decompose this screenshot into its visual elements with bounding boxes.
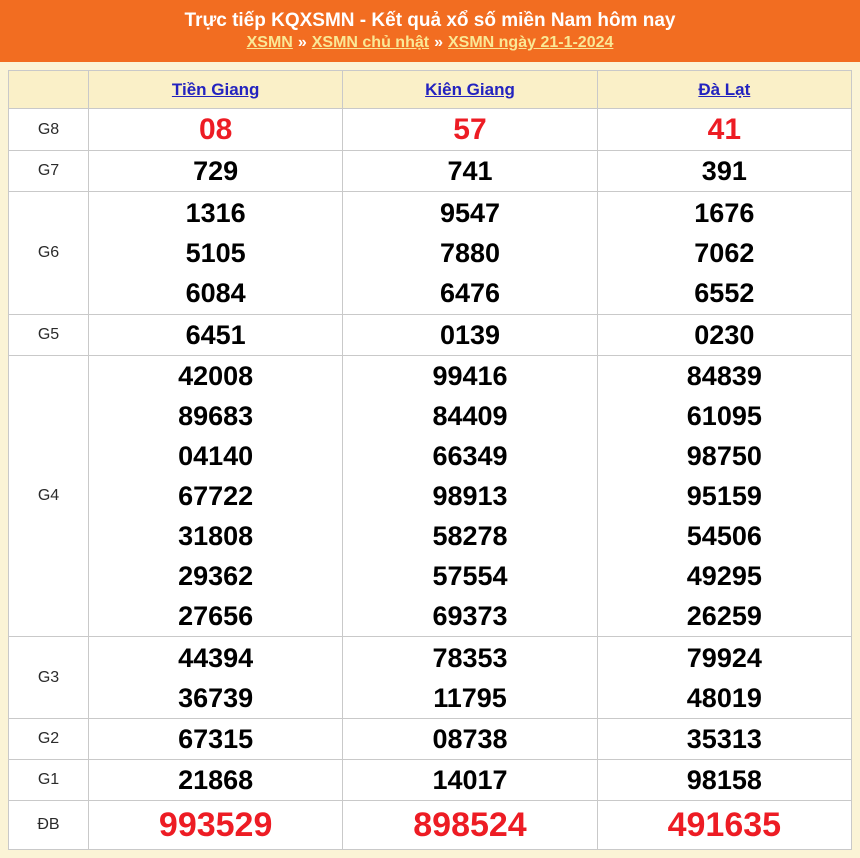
result-number: 1676 [694,198,755,228]
prize-label-g8: G8 [9,109,89,151]
result-number: 99416 [432,361,508,391]
result-number: 89683 [178,401,254,431]
result-number: 58278 [432,521,508,551]
result-number: 98913 [432,481,508,511]
breadcrumb-link-xsmn-chu-nhat[interactable]: XSMN chủ nhật [311,34,430,51]
result-number: 67722 [178,481,254,511]
result-number: 66349 [432,441,508,471]
result-number: 08 [198,113,233,146]
breadcrumb-link-xsmn[interactable]: XSMN [246,34,293,51]
result-number: 391 [701,156,747,186]
page-header [0,0,860,62]
result-number: 27656 [178,601,254,631]
result-number: 741 [447,156,493,186]
result-number: 49295 [686,561,762,591]
result-number: 04140 [178,441,254,471]
result-number: 31808 [178,521,254,551]
result-number: 0139 [439,320,501,350]
table-row-g6 [9,192,852,315]
result-number: 1316 [185,198,246,228]
result-number: 61095 [686,401,762,431]
prize-label-g6: G6 [9,192,89,315]
table-row-g3 [9,637,852,719]
result-number: 98750 [686,441,762,471]
result-number-jackpot: 898524 [413,806,527,844]
result-number-jackpot: 491635 [667,806,782,844]
result-number: 78353 [432,642,508,673]
result-number: 48019 [686,682,762,713]
result-number: 67315 [178,724,254,754]
result-number: 11795 [433,682,507,713]
result-number: 29362 [178,561,254,591]
result-number: 26259 [686,601,762,631]
result-number-jackpot: 993529 [158,806,273,844]
table-header-row [9,71,852,109]
breadcrumb-separator: » [434,34,443,51]
table-row-g8 [9,109,852,151]
prize-label-g4: G4 [9,356,89,637]
breadcrumb-link-xsmn-date[interactable]: XSMN ngày 21-1-2024 [447,34,614,51]
result-number: 6476 [439,278,501,308]
result-number: 0230 [694,320,755,350]
table-row-g7 [9,151,852,192]
result-number: 79924 [686,642,762,673]
table-row-db [9,801,852,850]
result-number: 5105 [185,238,246,268]
result-number: 95159 [686,481,762,511]
result-number: 44394 [178,642,254,673]
breadcrumb [247,33,614,53]
result-number: 57 [453,113,487,146]
result-number: 36739 [178,682,254,713]
result-number: 84409 [432,401,508,431]
result-number: 08738 [432,724,508,754]
corner-cell [9,71,89,109]
table-row-g5 [9,315,852,356]
result-number: 69373 [432,601,508,631]
result-number: 6451 [185,320,246,350]
province-link-kien-giang[interactable]: Kiên Giang [425,79,515,99]
result-number: 57554 [432,561,508,591]
result-number: 21868 [178,765,254,795]
result-number: 98158 [686,765,762,795]
prize-label-g7: G7 [9,151,89,192]
result-number: 7062 [694,238,755,268]
province-link-da-lat[interactable]: Đà Lạt [698,79,751,99]
breadcrumb-separator: » [297,34,307,51]
prize-label-db: ĐB [9,801,89,850]
result-number: 6552 [694,278,755,308]
result-number: 729 [193,156,239,186]
prize-label-g2: G2 [9,719,89,760]
results-table-container [8,70,852,850]
result-number: 9547 [439,198,501,228]
result-number: 7880 [439,238,501,268]
result-number: 14017 [432,765,508,795]
result-number: 84839 [686,361,762,391]
table-row-g1 [9,760,852,801]
result-number: 6084 [185,278,246,308]
result-number: 35313 [686,724,762,754]
prize-label-g5: G5 [9,315,89,356]
page-title: Trực tiếp KQXSMN - Kết quả xổ số miền Nam hôm nay [184,10,676,31]
prize-label-g3: G3 [9,637,89,719]
result-number: 41 [707,113,742,146]
prize-label-g1: G1 [9,760,89,801]
table-row-g4 [9,356,852,637]
table-row-g2 [9,719,852,760]
result-number: 54506 [686,521,762,551]
lottery-results-table [8,70,852,850]
province-link-tien-giang[interactable]: Tiền Giang [171,79,260,99]
result-number: 42008 [178,361,254,391]
